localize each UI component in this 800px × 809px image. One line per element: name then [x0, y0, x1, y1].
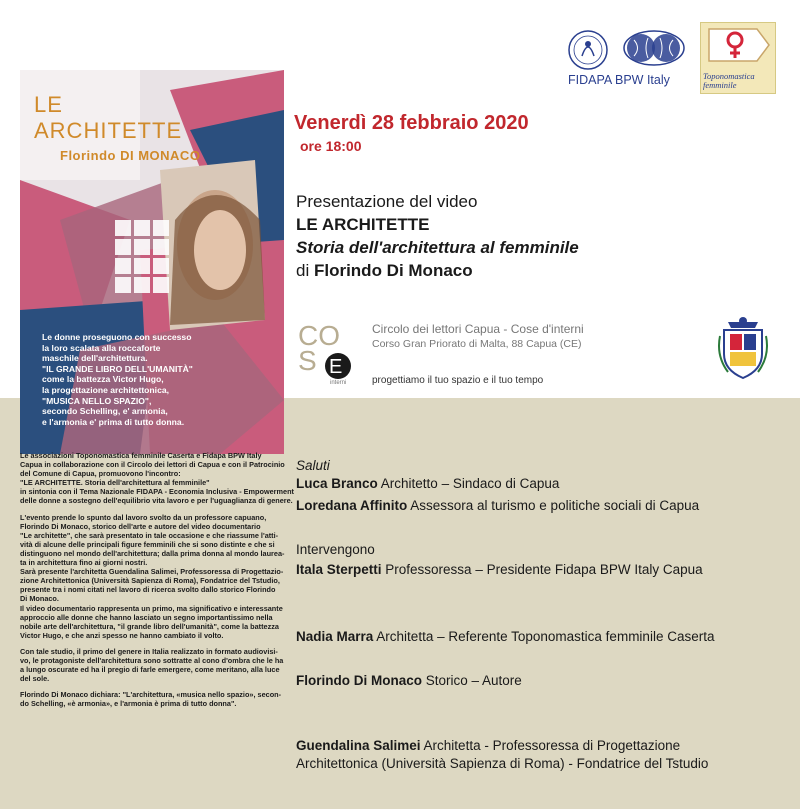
- description-line: Florindo Di Monaco, storico dell'arte e autore del video documentario: [20, 521, 261, 531]
- presentation-block: [296, 190, 766, 282]
- description-line: Le associazioni Toponomastica femminile Caserta e Fidapa BPW Italy: [20, 451, 262, 460]
- poster-quote-line: "MUSICA NELLO SPAZIO",: [42, 395, 152, 406]
- venue-slogan: progettiamo il tuo spazio e il tuo tempo: [372, 375, 544, 386]
- event-date: Venerdì 28 febbraio 2020: [294, 112, 529, 134]
- speaker-role: Professoressa – Presidente Fidapa BPW Italy Capua: [381, 562, 703, 577]
- description-line: distinguono nel mondo dell'architettura; dalla prima donna al mondo laurea-: [20, 548, 285, 558]
- description-line: L'evento prende lo spunto dal lavoro svolto da un professore capuano,: [20, 512, 267, 522]
- description-line: Victor Hugo, e che anzi spesso ne hanno cambiato il volto.: [20, 630, 224, 640]
- fidapa-logo-text: FIDAPA BPW Italy: [568, 73, 670, 87]
- description-line: presente tra i nomi citati nel lavoro di ricerca svolto dallo storico Florindo: [20, 585, 276, 595]
- description-line: nobile arte dell'architettura, "il grande libro dell'umanità", come la battezza: [20, 621, 279, 631]
- event-time: ore 18:00: [300, 138, 362, 154]
- saluti-role: Architetto – Sindaco di Capua: [377, 476, 560, 491]
- description-line: zione Architettonica (Università Sapienza di Roma), Fondatrice del Tstudio,: [20, 576, 280, 586]
- description-line: Di Monaco.: [20, 594, 59, 604]
- speaker-name: Nadia Marra: [296, 629, 374, 644]
- saluti-name: Loredana Affinito: [296, 498, 408, 513]
- description-line: "Le architette", che sarà presentato in tale occasione e che riassume l'atti-: [20, 530, 279, 540]
- poster-quote-line: Le donne proseguono con successo: [42, 332, 192, 342]
- venue-address: Corso Gran Priorato di Malta, 88 Capua (CE): [372, 338, 582, 350]
- description-line: vità di alcune delle principali figure femminili che si sono distinte e che si: [20, 539, 275, 549]
- speaker-item: [296, 673, 522, 688]
- saluti-item: [296, 476, 559, 491]
- description-line: delle donne a sostegno dell'equilibrio vita lavoro e per l'uguaglianza di genere.: [20, 496, 293, 506]
- description-line: Con tale studio, il primo del genere in Italia realizzato in formato audiovisi-: [20, 646, 278, 656]
- poster-quote-line: secondo Schelling, e' armonia,: [42, 406, 168, 417]
- saluti-item: [296, 498, 699, 513]
- venus-sign-icon: [701, 23, 775, 73]
- poster-image: [20, 70, 284, 454]
- presentation-author-name: Florindo Di Monaco: [313, 261, 473, 280]
- description-line: Sarà presente l'architetta Guendalina Salimei, Professoressa di Progettazio-: [20, 567, 284, 577]
- saluti-role: Assessora al turismo e politiche sociali di Capua: [407, 498, 700, 513]
- poster-quote-line: la loro scalata alla roccaforte: [42, 342, 161, 353]
- speaker-name: Florindo Di Monaco: [296, 673, 422, 688]
- speaker-name: Guendalina Salimei: [296, 738, 421, 753]
- cose-logo-interni: interni: [330, 380, 347, 386]
- capua-crest-icon: [718, 316, 768, 380]
- saluti-heading: Saluti: [296, 458, 330, 473]
- speaker-item: [296, 562, 703, 577]
- cose-interni-logo: [296, 318, 362, 386]
- description-line: vo, le protagoniste dell'architettura sono sottratte al cono d'ombra che le ha: [20, 655, 284, 665]
- cose-logo-co: CO: [298, 320, 340, 351]
- description-line: Capua in collaborazione con il Circolo dei lettori di Capua e con il Patrocinio: [20, 460, 285, 470]
- description-line: do Schelling, «è armonia», e l'armonia è prima di tutto donna".: [20, 699, 237, 709]
- presentation-author-line: [296, 259, 766, 282]
- speaker-role: Architetta - Professoressa di Progettazione: [420, 738, 681, 753]
- speaker-role-continued: Architettonica (Università Sapienza di Roma) - Fondatrice del Tstudio: [296, 756, 709, 771]
- poster-quote-line: e l'armonia e' prima di tutto donna.: [42, 416, 185, 427]
- description-line: ta in architettura fino ai giorni nostri.: [20, 558, 148, 568]
- speaker-name: Itala Sterpetti: [296, 562, 382, 577]
- toponomastica-line2: femminile: [703, 80, 737, 90]
- description-line: "LE ARCHITETTE. Storia dell'architettura al femminile": [20, 478, 210, 488]
- presentation-subtitle: Storia dell'architettura al femminile: [296, 238, 579, 257]
- poster-title-line2: ARCHITETTE: [34, 118, 183, 143]
- presentation-title: LE ARCHITETTE: [296, 215, 430, 234]
- description-line: del sole.: [20, 674, 50, 684]
- description-gap: [20, 506, 282, 513]
- toponomastica-logo-text: [703, 72, 773, 90]
- description-gap: [20, 683, 282, 690]
- intervengono-heading: Intervengono: [296, 542, 375, 557]
- saluti-name: Luca Branco: [296, 476, 378, 491]
- presentation-line1: Presentazione del video: [296, 192, 478, 211]
- poster-title: [34, 94, 182, 142]
- poster-quote-line: come la battezza Victor Hugo,: [42, 374, 164, 385]
- description-line: Il video documentario rappresenta un primo, ma significativo e interessante: [20, 603, 283, 613]
- event-description: [20, 451, 294, 709]
- poster-quote-line: la progettazione architettonica,: [42, 384, 170, 395]
- poster-quote-line: maschile dell'architettura.: [42, 353, 148, 364]
- presentation-author-prefix: di: [296, 261, 314, 280]
- description-line: a lungo oscurate ed ha il pregio di farle emergere, come meritano, alla luce: [20, 665, 280, 675]
- poster-author: Florindo DI MONACO: [60, 148, 201, 163]
- description-gap: [20, 640, 282, 647]
- speaker-role: Architetta – Referente Toponomastica femminile Caserta: [373, 629, 715, 644]
- description-line: Florindo Di Monaco dichiara: "L'architettura, «musica nello spazio», secon-: [20, 690, 282, 700]
- poster-quote-line: "IL GRANDE LIBRO DELL'UMANITÀ": [42, 363, 193, 374]
- description-line: del Comune di Capua, promuovono l'incontro:: [20, 469, 181, 479]
- poster-quote: [42, 332, 272, 427]
- speaker-item: [296, 629, 714, 644]
- cose-logo-e: E: [329, 356, 343, 378]
- poster-title-line1: LE: [34, 92, 63, 117]
- toponomastica-line1: Toponomastica: [703, 71, 755, 81]
- venue-name: Circolo dei lettori Capua - Cose d'interni: [372, 322, 584, 336]
- cose-logo-s: S: [298, 345, 317, 376]
- description-line: in sintonia con il Tema Nazionale FIDAPA - Economia Inclusiva - Empowerment: [20, 487, 294, 497]
- description-line: approccio alle donne che hanno lasciato un segno importantissimo nella: [20, 612, 273, 622]
- speaker-item: [296, 738, 680, 753]
- speaker-role: Storico – Autore: [422, 673, 522, 688]
